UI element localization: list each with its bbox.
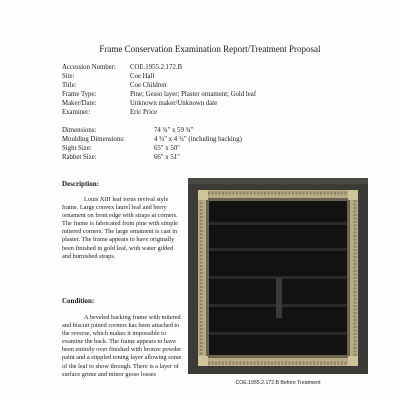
photo-caption: COE.1955.2.172.B Before Treatment — [235, 380, 321, 386]
description-text: Louis XIII leaf torus revival style frame. Large convex laurel leaf and berry ornament on front edge with straps at corners. The frame is fabricated from pine with simple mitered corners. The large ornament is cast in plaster. The frame appears to have originally been finished in gold leaf, with water gilded and burnished straps. — [62, 196, 178, 260]
corner-strap — [198, 356, 208, 366]
metadata-value: Eric Price — [130, 109, 157, 116]
dimension-value: 74 ¾" x 59 ¾" — [154, 127, 194, 134]
corner-strap — [198, 190, 208, 200]
dimension-label: Moulding Dimensions: — [62, 136, 125, 143]
metadata-value: Pine; Gesso layer; Plaster ornament; Gold leaf — [130, 91, 257, 98]
metadata-value: Unknown maker/Unknown date — [130, 100, 218, 107]
metadata-value: Coe Hall — [130, 73, 155, 80]
condition-heading: Condition: — [62, 297, 95, 305]
corner-strap — [348, 190, 358, 200]
metadata-label: Title: — [62, 82, 77, 89]
dimension-label: Dimensions: — [62, 127, 97, 134]
metadata-label: Frame Type: — [62, 91, 97, 98]
dimension-value: 65" x 50" — [154, 145, 180, 152]
interior-stand — [276, 278, 282, 318]
shelf — [209, 248, 347, 251]
shelf — [209, 222, 347, 225]
metadata-value: COE.1955.2.172.B — [130, 64, 183, 71]
shelf — [209, 332, 347, 335]
metadata-label: Accession Number: — [62, 64, 116, 71]
dimension-label: Sight Size: — [62, 145, 92, 152]
metadata-label: Site: — [62, 73, 75, 80]
photo-backdrop-edge — [188, 178, 368, 184]
metadata-label: Examiner: — [62, 109, 91, 116]
condition-text: A beveled backing frame with mitered and biscuit joined corners has been attached to the reverse, which makes it impossible to examine the back. The frame appears to have been entirely over finished with bronze powder paint and a stippled toning layer allowing some of the leaf to show through. There is a layer of surface grime and minor gesso losses — [62, 314, 182, 378]
corner-strap — [348, 356, 358, 366]
metadata-value: Coe Children — [130, 82, 167, 89]
report-title: Frame Conservation Examination Report/Treatment Proposal — [99, 44, 321, 54]
dimension-value: 4 ¾" x 4 ¾" (including backing) — [154, 136, 242, 143]
metadata-label: Maker/Date: — [62, 100, 97, 107]
description-heading: Description: — [62, 180, 99, 188]
dimension-value: 66" x 51" — [154, 154, 180, 161]
dimension-label: Rabbet Size: — [62, 154, 97, 161]
frame-photo — [188, 178, 368, 374]
